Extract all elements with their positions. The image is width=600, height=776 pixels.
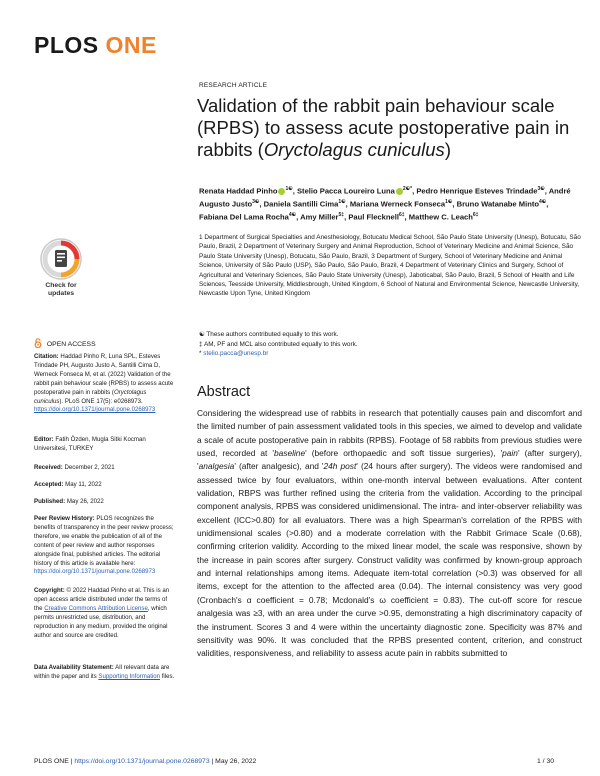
equal-contribution-note-2: ‡ AM, PF and MCL also contributed equally to this work. [199,340,358,348]
article-type: RESEARCH ARTICLE [199,82,268,89]
abstract-text: ' (after surgery), ' [197,448,582,472]
title-species: Oryctolagus cuniculus [263,139,445,160]
editor-label: Editor: [34,436,54,443]
abstract-text: ' (before orthopaedic and soft tissue surgeries), ' [305,448,503,459]
peer-review-text: PLOS recognizes the benefits of transparency in the peer review process; therefore, we enable the publication of all of the content of peer review and author responses alongside final, published articles. The editorial history of this article is available here: [34,515,174,567]
author-list: Renata Haddad Pinho $^{1☯}$, Stelio Pacca Loureiro Luna $^{2☯*}$, Pedro Henrique Esteves Trindade$^{3☯}$, André Augusto Justo$^{3☯}$, Daniela Santilli Cima$^{1☯}$, Mariana Werneck Fonseca$^{1☯}$, Bruno Watanabe Minto$^{4☯}$, Fabiana Del Lama Rocha$^{4☯}$, Amy Miller$^{5\ddagger}$, Paul Flecknell$^{6\ddagger}$, Matthew C. Leach$^{6\ddagger}$ [199,186,571,222]
citation-text: Haddad Pinho R, Luna SPL, Esteves Trindade PH, Augusto Justo A, Santilli Cima D, Werneck Fonseca M, et al. (2022) Validation of the rabbit pain behaviour scale (RPBS) to assess acute postoperative pain in rabbits ( [34,353,174,396]
data-availability-text: All relevant data are within the paper and its [34,664,170,680]
author-affiliation-marker: 4☯ [288,212,297,219]
received-date: December 2, 2021 [64,464,115,471]
cc-license-link[interactable]: Creative Commons Attribution License [44,604,148,612]
journal-logo[interactable] [34,32,157,59]
copyright-text: © 2022 Haddad Pinho et al. This is an open access article distributed under the terms of the [34,587,170,612]
author-name[interactable]: Daniela Santilli Cima [263,199,339,209]
citation-text-2: ). PLoS ONE 17(5): e0268973. [59,397,143,405]
data-availability-text-2: files. [161,672,175,680]
author-name[interactable]: Renata Haddad Pinho [199,186,278,196]
footer-doi-link[interactable]: https://doi.org/10.1371/journal.pone.0268973 [74,758,210,765]
email-prefix: * [199,350,204,358]
author-name[interactable]: Amy Miller [300,212,339,222]
footer-date: May 26, 2022 [215,758,257,765]
page-footer [34,758,256,765]
logo-plos: PLOS [34,32,99,58]
accepted-date: May 11, 2022 [65,481,102,488]
peer-review-link[interactable]: https://doi.org/10.1371/journal.pone.0268973 [34,568,156,576]
article-title [197,95,577,161]
author-affiliation-marker: 1☯ [445,199,453,206]
author-name[interactable]: Bruno Watanabe Minto [456,199,540,209]
abstract-term-analgesia: analgesia [198,461,235,472]
corresponding-email-link[interactable]: stelio.pacca@unesp.br [203,350,269,358]
affiliations: 1 Department of Surgical Specialties and Anesthesiology, Botucatu Medical School, São Paulo State University (Unesp), Botucatu, São Paulo, Brazil, 2 Department of Veterinary Surgery and Animal Reproduction, School of Veterinary Medicine and Animal Science, São Paulo State University (Unesp), Botucatu, São Paulo, Brazil, 3 Department of Surgery, School of Veterinary Medicine and Animal Science, University of São Paulo (USP), São Paulo, São Paulo, Brazil, 4 Department of Veterinary Clinics and Surgery, School of Agricultural and Veterinary Sciences, São Paulo State University (Unesp), Jaboticabal, São Paulo, Brazil, 5 School of Health and Life Sciences, Teesside University, Middlesbrough, United Kingdom, 6 School of Natural and Environmental Science, Newcastle University, Newcastle Upon Tyne, United Kingdom [199,234,581,298]
accepted-label: Accepted: [34,481,64,488]
received-block [34,464,176,473]
author-affiliation-marker: 6‡ [472,212,479,219]
orcid-icon[interactable] [396,188,403,195]
data-availability-label: Data Availability Statement: [34,664,114,671]
copyright-label: Copyright: [34,587,65,594]
author-name[interactable]: Pedro Henrique Esteves Trindade [416,186,538,196]
footer-journal: PLOS ONE [34,758,69,765]
logo-one: ONE [105,32,157,58]
copyright-block [34,587,176,640]
author-affiliation-marker: 5‡ [338,212,345,219]
author-affiliation-marker: 4☯ [539,199,547,206]
citation-block [34,353,176,415]
copyright-text-2: , which permits unrestricted use, distribution, and reproduction in any medium, provided the original author and source are credited. [34,604,168,639]
citation-label: Citation: [34,353,59,360]
author-name[interactable]: André Augusto Justo [199,186,571,209]
open-access-label: OPEN ACCESS [46,341,96,348]
author-affiliation-marker: 6‡ [398,212,405,219]
abstract-term-24h: 24h post [323,461,357,472]
author-affiliation-marker: 3☯ [252,199,260,206]
check-updates-label: Check for updates [45,282,77,297]
published-label: Published: [34,498,66,505]
title-close: ) [444,139,451,160]
citation-doi-link[interactable]: https://doi.org/10.1371/journal.pone.0268973 [34,406,156,414]
abstract-text: Considering the widespread use of rabbits in research that potentially causes pain and discomfort and the limited number of pain assessment validated tools in this species, we aimed to develop and validate a scale of acute postoperative pain in rabbits (RPBS). Footage of 58 rabbits from previous studies were used, recorded at ' [197,408,582,459]
abstract-text: ' (24 hours after surgery). The videos were randomised and assessed twice by four evaluators, within one-month interval between evaluations. After content validation, RBPS was further refined using the criteria from the validation. According to the principal component analysis, RPBS was considered unidimensional. The intra- and inter-observer reliability was excellent (ICC>0.80) for all evaluators. There was a high Spearman's correlation of the RPBS with unidimensional scales (>0.80) and a moderate correlation with the Rabbit Grimace Scale (0.68), confirming criterion validity. According to the mixed linear model, the scale was responsive, shown by the increase in pain scores after surgery. Construct validity was confirmed by known-group approach and internal relationships among items. Adequate item-total correlation (>0.3) was observed for all items, except for the attention to the affected area (0.04). The internal consistency was very good (Cronbach's α coefficient = 0.78; Mcdonald's ω coefficient = 0.83). The cut-off score for rescue analgesia was ≥3, with an area under the curve >0.95, demonstrating a high discriminatory capacity of the instrument. Scores 3 and 4 were within the uncertainty diagnostic zone. Specificity was 87% and sensitivity was 90%. It was concluded that the RPBS presented content, criterion, and construct validities, responsiveness, and reliability to assess acute pain in rabbits submitted to [197,461,582,659]
citation-species: Oryctolagus cuniculus [34,388,147,405]
title-text: Validation of the rabbit pain behaviour scale (RPBS) to assess acute postoperative pain in rabbits ( [197,95,570,160]
equal-contribution-note: ☯ These authors contributed equally to this work. [199,331,339,338]
supporting-information-link[interactable]: Supporting Information [98,672,161,680]
abstract-body [197,407,582,661]
author-name[interactable]: Stelio Pacca Loureiro Luna [296,186,395,196]
accepted-block [34,481,176,490]
peer-review-label: Peer Review History: [34,515,95,522]
check-updates-icon [39,237,83,281]
author-affiliation-marker: 1☯ [285,186,293,192]
published-block [34,498,176,507]
footer-separator-2: | [211,758,216,765]
author-name[interactable]: Fabiana Del Lama Rocha [199,212,289,222]
editor-block [34,436,176,454]
author-affiliation-marker: 1☯ [338,199,346,206]
abstract-term-pain: pain [502,448,518,459]
footer-separator: | [68,758,75,765]
check-for-updates-badge[interactable] [38,237,84,298]
editor-text: Fatih Özden, Mugla Sitki Kocman Universitesi, TURKEY [34,436,146,452]
open-lock-icon [34,338,42,350]
abstract-text: ' (after analgesic), and ' [234,461,324,472]
author-affiliation-marker: 3☯ [537,186,545,192]
peer-review-block [34,515,176,577]
author-name[interactable]: Paul Flecknell [348,212,399,222]
abstract-heading: Abstract [197,384,251,400]
page-number: 1 / 30 [537,758,555,765]
author-name[interactable]: Matthew C. Leach [408,212,473,222]
author-affiliation-marker: 2☯* [402,186,413,192]
data-availability-block [34,664,176,682]
received-label: Received: [34,464,63,471]
published-date: May 26, 2022 [66,498,104,505]
author-name[interactable]: Mariana Werneck Fonseca [349,199,446,209]
open-access-badge [34,338,96,350]
author-notes [199,330,569,359]
corresponding-email-note [199,349,569,359]
abstract-term-baseline: baseline [274,448,306,459]
